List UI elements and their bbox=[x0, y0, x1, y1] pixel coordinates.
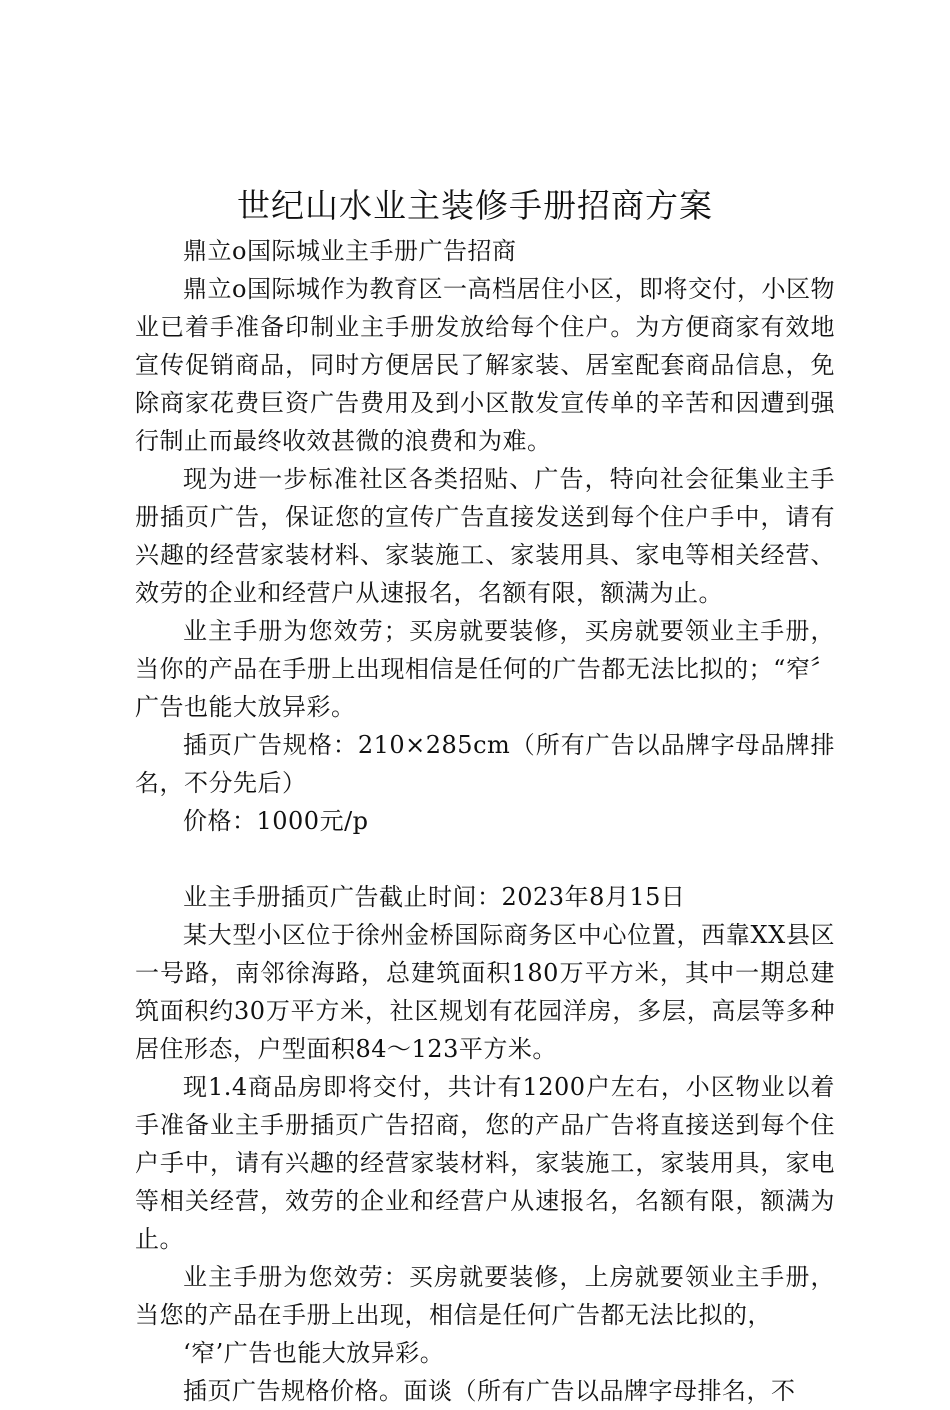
paragraph-slogan-2-cont: ‘窄’广告也能大放异彩。 bbox=[183, 1339, 445, 1367]
paragraph-deadline: 业主手册插页广告截止时间：2023年8月15日 bbox=[183, 883, 686, 911]
paragraph-delivery: 现1.4商品房即将交付，共计有1200户左右，小区物业以着手准备业主手册插页广告招商，您的产品广告将直接送到每个住户手中，请有兴趣的经营家装材料，家装施工，家装用具，家电等相关经营，效劳的企业和经营户从速报名，名额有限，额满为止。 bbox=[135, 1073, 835, 1253]
document-title: 世纪山水业主装修手册招商方案 bbox=[237, 186, 713, 225]
paragraph-heading: 鼎立ο国际城业主手册广告招商 bbox=[183, 237, 517, 265]
paragraph-location: 某大型小区位于徐州金桥国际商务区中心位置，西靠XX县区一号路，南邻徐海路，总建筑面积180万平方米，其中一期总建筑面积约30万平方米，社区规划有花园洋房，多层，高层等多种居住形态，户型面积84～123平方米。 bbox=[135, 921, 835, 1063]
document-body bbox=[135, 232, 835, 1410]
paragraph-slogan-2: 业主手册为您效劳：买房就要装修，上房就要领业主手册，当您的产品在手册上出现，相信是任何广告都无法比拟的， bbox=[135, 1263, 835, 1329]
paragraph-price: 价格：1000元/p bbox=[183, 807, 369, 835]
blank-line bbox=[135, 840, 835, 878]
paragraph-slogan: 业主手册为您效劳；买房就要装修，买房就要领业主手册，当你的产品在手册上出现相信是任何的广告都无法比拟的；“窄〞广告也能大放异彩。 bbox=[135, 617, 835, 721]
paragraph-spec: 插页广告规格：210×285cm（所有广告以品牌字母品牌排名，不分先后） bbox=[135, 731, 835, 797]
paragraph-solicitation: 现为进一步标准社区各类招贴、广告，特向社会征集业主手册插页广告，保证您的宣传广告直接发送到每个住户手中，请有兴趣的经营家装材料、家装施工、家装用具、家电等相关经营、效劳的企业和经营户从速报名，名额有限，额满为止。 bbox=[135, 465, 835, 607]
paragraph-spec-2: 插页广告规格价格。面谈（所有广告以品牌字母排名，不 bbox=[183, 1377, 796, 1405]
paragraph-intro: 鼎立ο国际城作为教育区一高档居住小区，即将交付，小区物业已着手准备印制业主手册发放给每个住户。为方便商家有效地宣传促销商品，同时方便居民了解家装、居室配套商品信息，免除商家花费巨资广告费用及到小区散发宣传单的辛苦和因遭到强行制止而最终收效甚微的浪费和为难。 bbox=[135, 275, 835, 455]
